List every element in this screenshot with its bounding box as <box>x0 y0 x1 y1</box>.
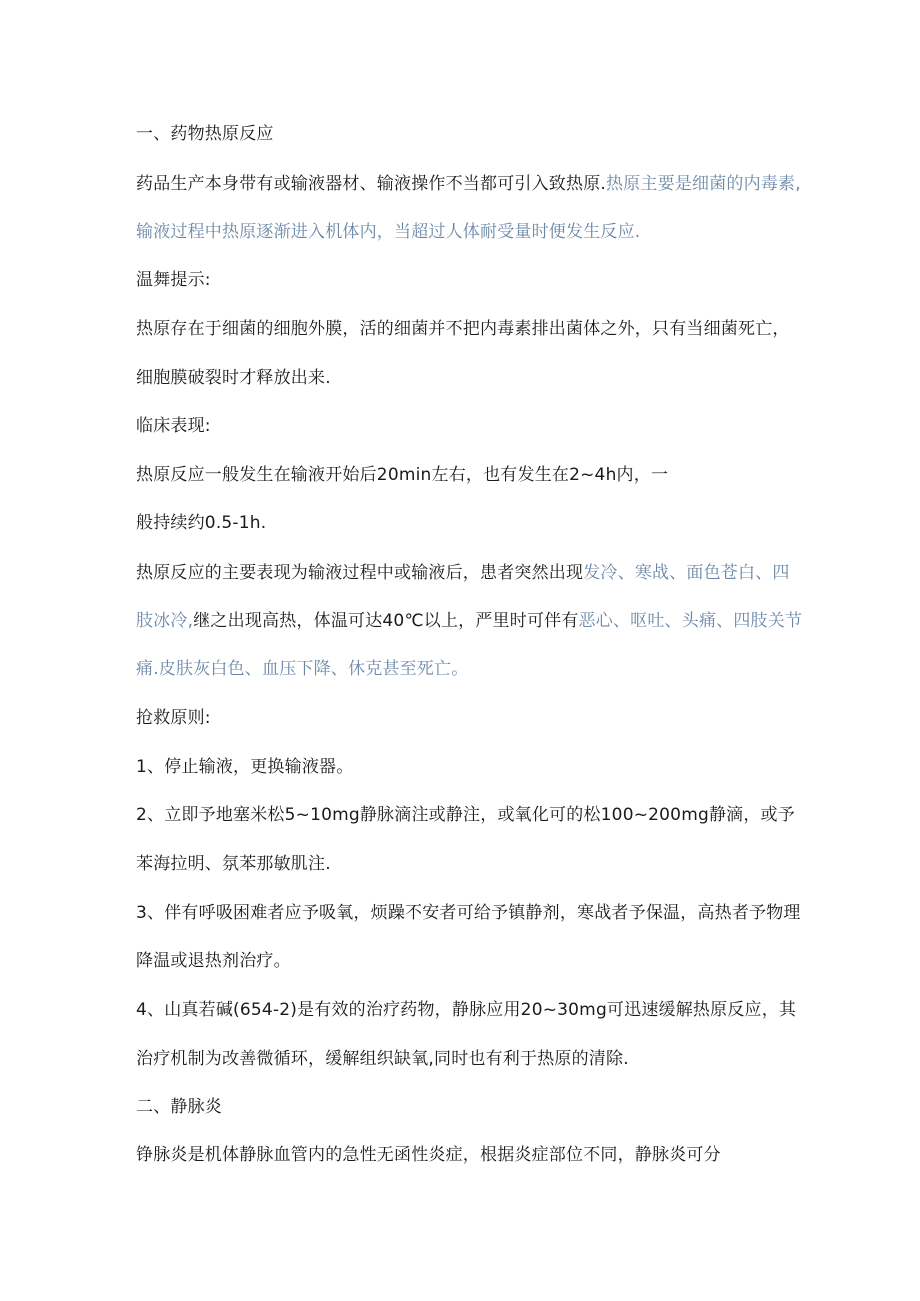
section-heading-phlebitis: 二、静脉炎 <box>136 1097 222 1117</box>
highlighted-text: 热原主要是细菌的内毒素, <box>606 174 801 194</box>
highlighted-text: 发冷、寒战、面色苍白、四 <box>583 563 790 583</box>
list-item-continued: 降温或退热剂治疗。 <box>136 951 291 971</box>
highlighted-text: 恶心、呕吐、头痛、四肢关节 <box>578 611 803 631</box>
paragraph-line: 般持续约0.5-1h. <box>136 513 267 533</box>
highlighted-text: 肢冰冷, <box>136 611 194 631</box>
highlighted-paragraph-line: 痛.皮肤灰白色、血压下降、休克甚至死亡。 <box>136 659 469 679</box>
list-item: 1、停止输液，更换输液器。 <box>136 757 354 777</box>
paragraph-line: 细胞膜破裂时才释放出来. <box>136 368 331 388</box>
paragraph-line: 热原反应的主要表现为输液过程中或输液后，患者突然出现发冷、寒战、面色苍白、四 <box>136 563 790 583</box>
section-heading-pyrogen: 一、药物热原反应 <box>136 124 274 144</box>
tip-label: 温舞提示: <box>136 270 211 290</box>
highlighted-paragraph-line: 输液过程中热原逐渐进入机体内，当超过人体耐受量时便发生反应. <box>136 222 641 242</box>
paragraph-line: 热原存在于细菌的细胞外膜，活的细菌并不把内毒素排出菌体之外，只有当细菌死亡， <box>136 319 790 339</box>
paragraph-line: 铮脉炎是机体静脉血管内的急性无函性炎症，根据炎症部位不同，静脉炎可分 <box>136 1145 721 1165</box>
list-item-continued: 治疗机制为改善微循环，缓解组织缺氧,同时也有利于热原的清除. <box>136 1049 629 1069</box>
paragraph-line: 肢冰冷,继之出现高热，体温可达40℃以上，严里时可伴有恶心、呕吐、头痛、四肢关节 <box>136 611 803 631</box>
clinical-label: 临床表现: <box>136 416 211 436</box>
paragraph-line: 热原反应一般发生在输液开始后20min左右，也有发生在2~4h内，一 <box>136 465 669 485</box>
list-item: 4、山真若碱(654-2)是有效的治疗药物，静脉应用20~30mg可迅速缓解热原反应，其 <box>136 1000 797 1020</box>
rescue-label: 抢救原则: <box>136 708 211 728</box>
list-item-continued: 苯海拉明、氛苯那敏肌注. <box>136 854 331 874</box>
list-item: 2、立即予地塞米松5~10mg静脉滴注或静注，或氧化可的松100~200mg静滴，或予 <box>136 805 795 825</box>
list-item: 3、伴有呼吸困难者应予吸氧，烦躁不安者可给予镇静剂，寒战者予保温，高热者予物理 <box>136 903 801 923</box>
paragraph-line: 药品生产本身带有或输液器材、输液操作不当都可引入致热原.热原主要是细菌的内毒素, <box>136 174 801 194</box>
